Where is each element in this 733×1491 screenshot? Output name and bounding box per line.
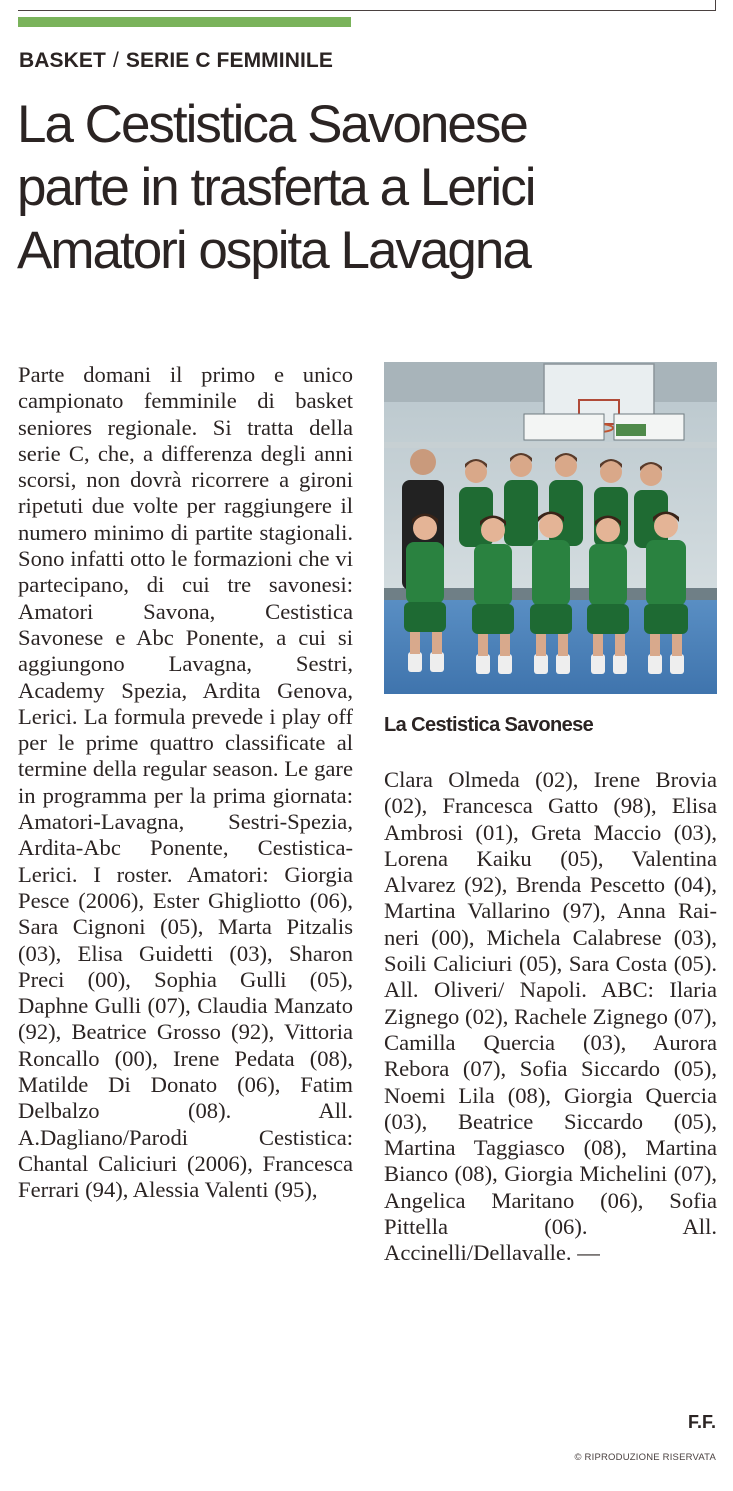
top-rule-corner — [715, 0, 716, 10]
section-topic: BASKET — [19, 49, 106, 72]
rights-notice: © RIPRODUZIONE RISERVATA — [574, 1452, 716, 1463]
article-column-right: Clara Olmeda (02), Irene Brovia (02), Francesca Gatto (98), Elisa Ambrosi (01), Greta Maccio (03), Lorena Kaiku (05), Valentina Alvarez (92), Brenda Pescetto (04), Martina Vallarino (97), Anna Raineri (00), Michela Calabrese (03), Soili Caliciuri (05), Sara Costa (05). All. Oliveri/ Napoli. ABC: Ilaria Zignego (02), Rachele Zignego (07), Camilla Quercia (03), Aurora Rebora (07), Sofia Siccardo (05), Noemi Lila (08), Giorgia Quercia (03), Beatrice Siccardo (05), Martina Taggiasco (08), Martina Bianco (08), Giorgia Michelini (07), Angelica Maritano (06), Sofia Pittella (06). All. Accinelli/Dellavalle. — — [384, 767, 717, 1266]
headline — [17, 93, 717, 282]
section-kicker — [19, 46, 333, 76]
section-separator: / — [112, 49, 119, 72]
section-league: SERIE C FEMMINILE — [125, 49, 333, 72]
team-photo — [384, 362, 717, 694]
author-signature: F.F. — [687, 1412, 716, 1432]
top-rule — [18, 10, 716, 11]
photo-caption: La Cestistica Savonese — [384, 714, 594, 736]
headline-line-2: parte in trasferta a Lerici — [17, 158, 535, 217]
team-photo-illustration — [384, 362, 717, 694]
headline-line-3: Amatori ospita Lavagna — [17, 221, 530, 280]
headline-line-1: La Cestistica Savonese — [17, 95, 527, 154]
article-column-left: Parte domani il primo e unico campionato femminile di basket seniores regionale. Si tratta della serie C, che, a differenza degli anni scorsi, non dovrà ricorrere a gironi ripetuti due volte per raggiungere il numero minimo di partite stagionali. Sono infatti otto le formazioni che vi partecipano, di cui tre savonesi: Amatori Savona, Cestistica Savonese e Abc Ponente, a cui si aggiungono Lavagna, Sestri, Academy Spezia, Ardita Genova, Lerici. La formula prevede i play off per le prime quattro classificate al termine della regular season. Le gare in programma per la prima giornata: Amatori-Lavagna, Sestri-Spezia, Ardita-Abc Ponente, Cestistica-Lerici. I roster. Amatori: Giorgia Pesce (2006), Ester Ghigliotto (06), Sara Cignoni (05), Marta Pitzalis (03), Elisa Guidetti (03), Sharon Preci (00), Sophia Gulli (05), Daphne Gulli (07), Claudia Manzato (92), Beatrice Grosso (92), Vittoria Roncallo (00), Irene Pedata (08), Matilde Di Donato (06), Fatim Delbalzo (08). All. A.Dagliano/Parodi Cestistica: Chantal Caliciuri (2006), Francesca Ferrari (94), Alessia Valenti (95), — [18, 362, 353, 1203]
section-accent-bar — [18, 17, 351, 27]
